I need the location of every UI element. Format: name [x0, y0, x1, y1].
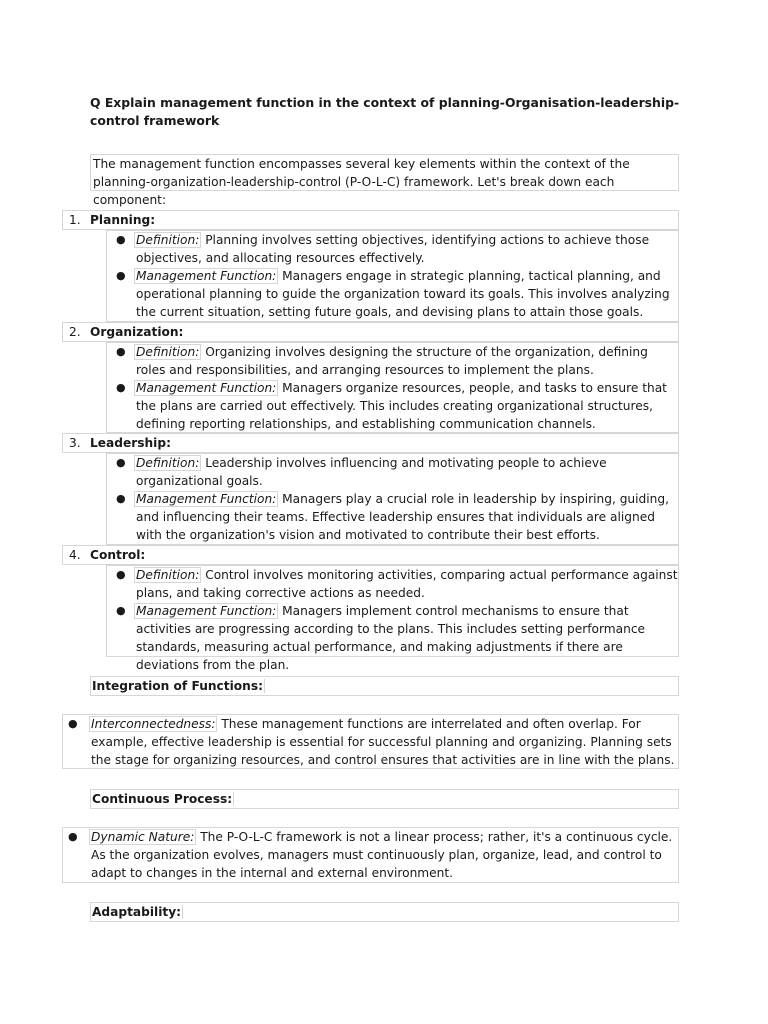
list-number: 4. [69, 548, 81, 562]
section-control-body [106, 565, 679, 672]
management-function-text: Managers implement control mechanisms to ensure that activities are progressing according to the plans. This includes setting performance standards, measuring actual performance, and making adjustments if there are deviations from the plan. [136, 604, 646, 672]
section-heading: Leadership: [90, 436, 171, 450]
list-item [107, 454, 678, 490]
definition-term: Definition: [136, 456, 200, 470]
management-function-text: Managers organize resources, people, and tasks to ensure that the plans are carried out effectively. This includes creating organizational structures, defining reporting relationships, and establishing communication channels. [136, 381, 667, 431]
section-leadership-heading [62, 433, 679, 453]
section-control-heading [62, 545, 679, 565]
management-function-term: Management Function: [136, 492, 277, 506]
list-number: 2. [69, 325, 81, 339]
section-heading: Planning: [90, 213, 156, 227]
definition-term: Definition: [136, 568, 200, 582]
bullet-icon: ● [116, 381, 126, 394]
definition-text: Leadership involves influencing and motivating people to achieve organizational goals. [136, 456, 607, 488]
list-item [107, 267, 678, 321]
definition-text: Organizing involves designing the structure of the organization, defining roles and responsibilities, and arranging resources to implement the plans. [136, 345, 648, 377]
section-heading: Organization: [90, 325, 184, 339]
bullet-icon: ● [116, 345, 126, 358]
continuous-heading: Continuous Process: [92, 792, 233, 806]
section-organization-body [106, 342, 679, 433]
list-item [107, 602, 678, 674]
list-number: 3. [69, 436, 81, 450]
management-function-term: Management Function: [136, 269, 277, 283]
list-item [107, 566, 678, 602]
integration-heading-box [90, 676, 679, 696]
bullet-icon: ● [116, 456, 126, 469]
bullet-icon: ● [116, 233, 126, 246]
interconnectedness-text: These management functions are interrelated and often overlap. For example, effective leadership is essential for successful planning and organizing. Planning sets the stage for organizing resources, and control ensures that activities are in line with the plans. [91, 717, 675, 767]
definition-text: Planning involves setting objectives, identifying actions to achieve those objectives, and allocating resources effectively. [136, 233, 650, 265]
bullet-icon: ● [116, 604, 126, 617]
management-function-term: Management Function: [136, 604, 277, 618]
adaptability-heading: Adaptability: [92, 905, 182, 919]
definition-text: Control involves monitoring activities, comparing actual performance against plans, and taking corrective actions as needed. [136, 568, 678, 600]
management-function-text: Managers play a crucial role in leadership by inspiring, guiding, and influencing their teams. Effective leadership ensures that individuals are aligned with the organization's vision and motivated to contribute their best efforts. [136, 492, 669, 542]
continuous-heading-box [90, 789, 679, 809]
dynamic-nature-term: Dynamic Nature: [91, 830, 195, 844]
dynamic-nature-text: The P-O-L-C framework is not a linear process; rather, it's a continuous cycle. As the organization evolves, managers must continuously plan, organize, lead, and control to adapt to changes in the internal and external environment. [91, 830, 673, 880]
list-number: 1. [69, 213, 81, 227]
list-item [107, 490, 678, 544]
section-planning-body [106, 230, 679, 322]
list-item [107, 343, 678, 379]
list-item [107, 379, 678, 433]
section-organization-heading [62, 322, 679, 342]
bullet-icon: ● [68, 717, 78, 730]
bullet-icon: ● [116, 269, 126, 282]
bullet-icon: ● [68, 830, 78, 843]
bullet-icon: ● [116, 492, 126, 505]
section-heading: Control: [90, 548, 146, 562]
continuous-paragraph [62, 827, 679, 883]
management-function-text: Managers engage in strategic planning, tactical planning, and operational planning to guide the organization toward its goals. This involves analyzing the current situation, setting future goals, and devising plans to attain those goals. [136, 269, 670, 319]
adaptability-heading-box [90, 902, 679, 922]
integration-heading: Integration of Functions: [92, 679, 263, 693]
management-function-term: Management Function: [136, 381, 277, 395]
definition-term: Definition: [136, 345, 200, 359]
integration-paragraph [62, 714, 679, 769]
definition-term: Definition: [136, 233, 200, 247]
interconnectedness-term: Interconnectedness: [91, 717, 216, 731]
question-title: Q Explain management function in the context of planning-Organisation-leadership-control framework [90, 95, 680, 128]
list-item [107, 231, 678, 267]
bullet-icon: ● [116, 568, 126, 581]
section-leadership-body [106, 453, 679, 545]
intro-paragraph: The management function encompasses several key elements within the context of the planning-organization-leadership-control (P-O-L-C) framework. Let's break down each component: [90, 154, 679, 191]
section-planning-heading [62, 210, 679, 230]
